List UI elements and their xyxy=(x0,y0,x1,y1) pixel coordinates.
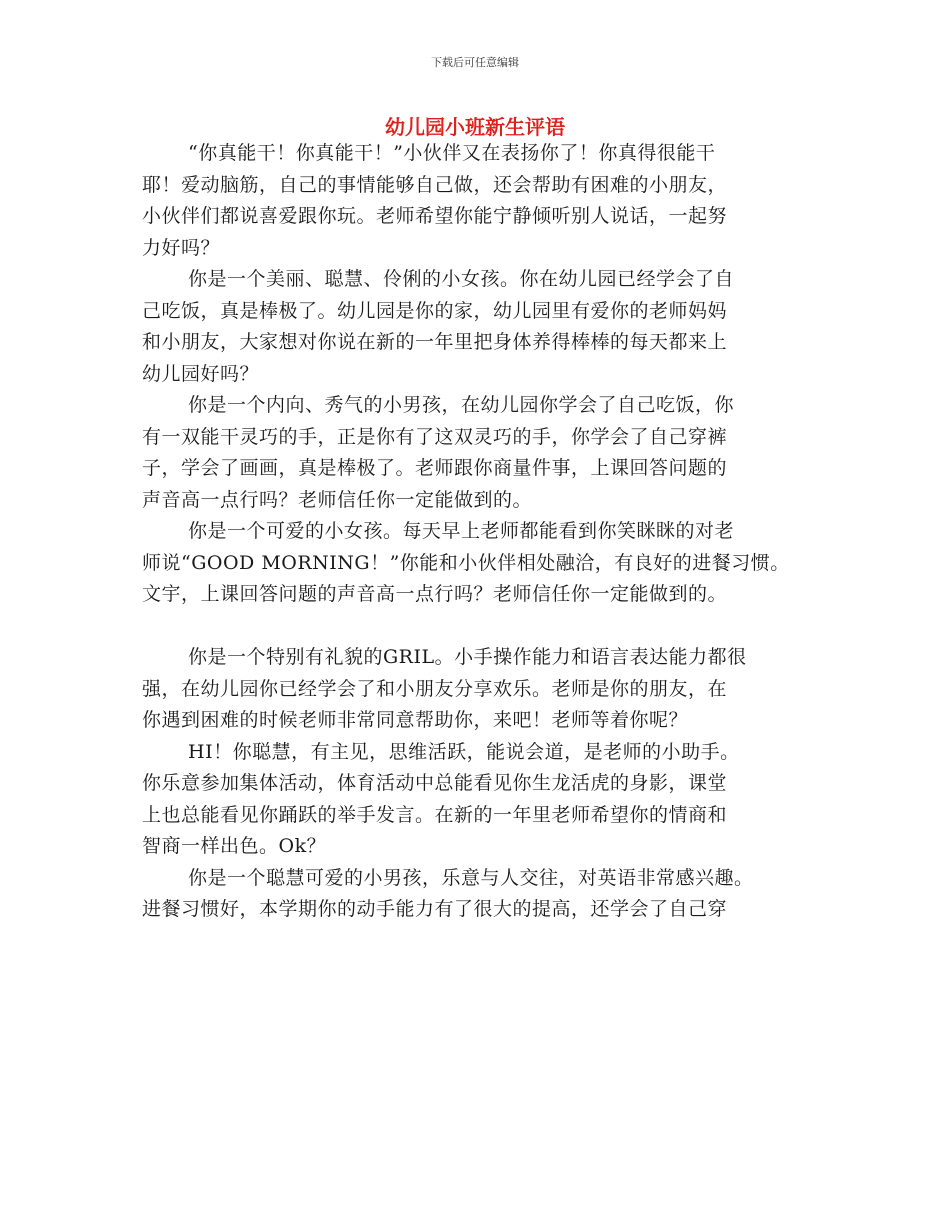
paragraph-1 xyxy=(142,138,822,264)
paragraph-line: 师说“GOOD MORNING！”你能和小伙伴相处融洽，有良好的进餐习惯。 xyxy=(142,551,790,574)
paragraph-line: 进餐习惯好，本学期你的动手能力有了很大的提高，还学会了自己穿 xyxy=(142,898,728,920)
document-title: 幼儿园小班新生评语 xyxy=(385,115,565,139)
paragraph-line: 你是一个可爱的小女孩。每天早上老师都能看到你笑眯眯的对老 xyxy=(188,520,735,542)
paragraph-line: 子，学会了画画，真是棒极了。老师跟你商量件事，上课回答问题的 xyxy=(142,457,728,479)
header-note: 下载后可任意编辑 xyxy=(431,56,519,69)
paragraph-5 xyxy=(142,642,822,737)
paragraph-6 xyxy=(142,737,822,863)
paragraph-3 xyxy=(142,390,822,516)
paragraph-line: 耶！爱动脑筋，自己的事情能够自己做，还会帮助有困难的小朋友， xyxy=(142,173,728,196)
paragraph-line: 你乐意参加集体活动，体育活动中总能看见你生龙活虎的身影，课堂 xyxy=(142,772,728,794)
paragraph-line: 小伙伴们都说喜爱跟你玩。老师希望你能宁静倾听别人说话，一起努 xyxy=(142,205,728,227)
paragraph-spacer xyxy=(142,611,822,643)
paragraph-line: 上也总能看见你踊跃的举手发言。在新的一年里老师希望你的情商和 xyxy=(142,803,728,826)
paragraph-line: 你遇到困难的时候老师非常同意帮助你，来吧！老师等着你呢？ xyxy=(142,709,689,731)
paragraph-line: 声音高一点行吗？老师信任你一定能做到的。 xyxy=(142,488,533,511)
paragraph-line: 你是一个美丽、聪慧、伶俐的小女孩。你在幼儿园已经学会了自 xyxy=(188,268,735,290)
paragraph-line: 有一双能干灵巧的手，正是你有了这双灵巧的手，你学会了自己穿裤 xyxy=(142,425,728,448)
paragraph-line: 幼儿园好吗？ xyxy=(142,362,260,385)
paragraph-line: 和小朋友，大家想对你说在新的一年里把身体养得棒棒的每天都来上 xyxy=(142,331,728,353)
paragraph-line: 你是一个内向、秀气的小男孩，在幼儿园你学会了自己吃饭，你 xyxy=(188,394,735,416)
paragraph-line: 强，在幼儿园你已经学会了和小朋友分享欢乐。老师是你的朋友，在 xyxy=(142,677,728,700)
paragraph-2 xyxy=(142,264,822,390)
paragraph-line: 己吃饭，真是棒极了。幼儿园是你的家，幼儿园里有爱你的老师妈妈 xyxy=(142,299,728,322)
paragraph-line: “你真能干！你真能干！”小伙伴又在表扬你了！你真得很能干 xyxy=(188,142,716,164)
paragraph-line: 文宇，上课回答问题的声音高一点行吗？老师信任你一定能做到的。 xyxy=(142,583,728,605)
paragraph-7 xyxy=(142,863,822,926)
paragraph-line: HI！你聪慧，有主见，思维活跃，能说会道，是老师的小助手。 xyxy=(188,740,740,763)
document-body xyxy=(142,138,822,926)
paragraph-line: 你是一个聪慧可爱的小男孩，乐意与人交往，对英语非常感兴趣。 xyxy=(188,866,754,889)
paragraph-line: 力好吗？ xyxy=(142,236,221,259)
paragraph-4 xyxy=(142,516,822,611)
paragraph-line: 你是一个特别有礼貌的GRIL。小手操作能力和语言表达能力都很 xyxy=(188,646,747,668)
paragraph-line: 智商一样出色。Ok？ xyxy=(142,835,327,857)
